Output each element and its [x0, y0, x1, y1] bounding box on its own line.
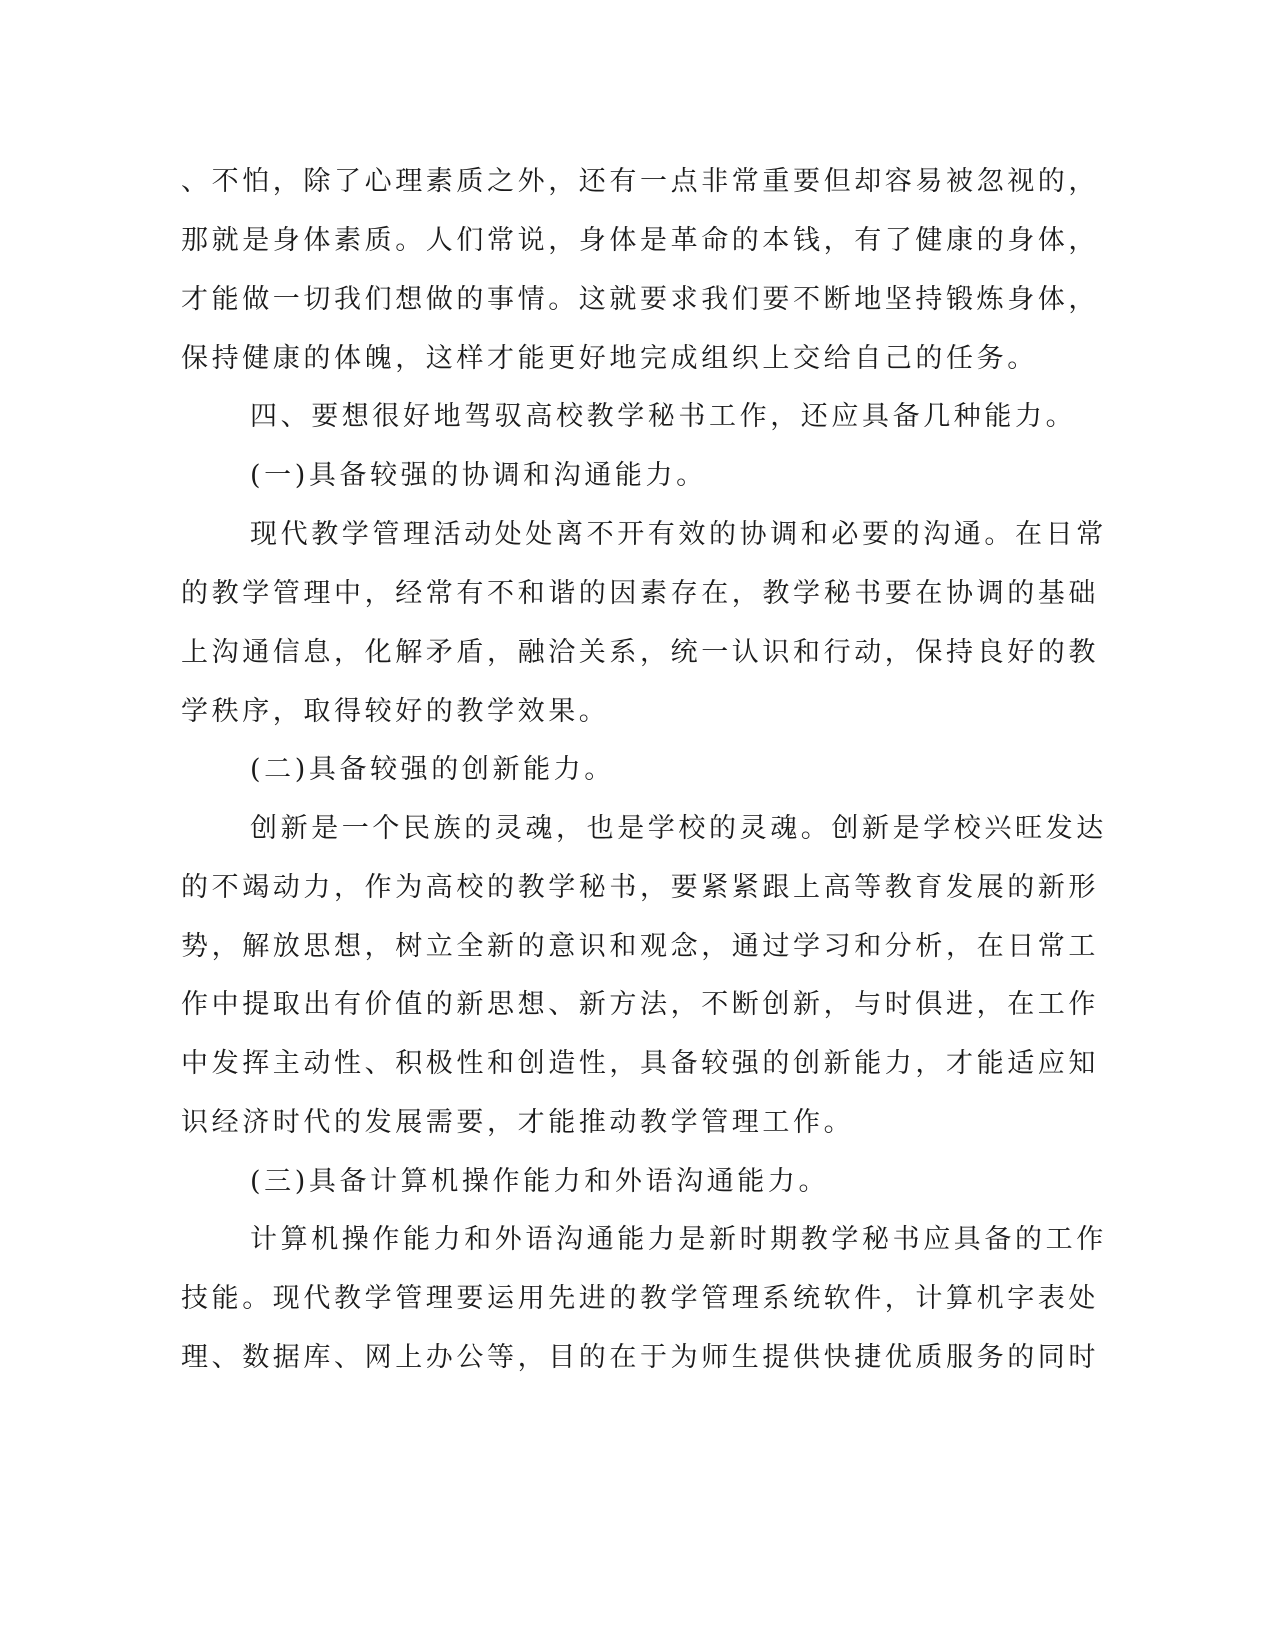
- text-line: 技能。现代教学管理要运用先进的教学管理系统软件，计算机字表处: [181, 1283, 1099, 1314]
- text-line: 上沟通信息，化解矛盾，融洽关系，统一认识和行动，保持良好的教: [181, 637, 1099, 668]
- text-line: 理、数据库、网上办公等，目的在于为师生提供快捷优质服务的同时: [181, 1342, 1099, 1373]
- text-line: 保持健康的体魄，这样才能更好地完成组织上交给自己的任务。: [181, 343, 1038, 374]
- text-line: 学秩序，取得较好的教学效果。: [181, 696, 610, 727]
- text-line: 计算机操作能力和外语沟通能力是新时期教学秘书应具备的工作: [250, 1224, 1107, 1255]
- text-line: 、不怕，除了心理素质之外，还有一点非常重要但却容易被忽视的，: [181, 166, 1099, 197]
- text-line: 现代教学管理活动处处离不开有效的协调和必要的沟通。在日常: [250, 519, 1107, 550]
- text-line: 的教学管理中，经常有不和谐的因素存在，教学秘书要在协调的基础: [181, 578, 1099, 609]
- text-line: 那就是身体素质。人们常说，身体是革命的本钱，有了健康的身体，: [181, 225, 1099, 256]
- section-heading: 四、要想很好地驾驭高校教学秘书工作，还应具备几种能力。: [250, 401, 1077, 432]
- text-line: 创新是一个民族的灵魂，也是学校的灵魂。创新是学校兴旺发达: [250, 813, 1107, 844]
- subsection-heading: (三)具备计算机操作能力和外语沟通能力。: [250, 1166, 830, 1197]
- subsection-heading: (一)具备较强的协调和沟通能力。: [250, 460, 707, 491]
- text-line: 才能做一切我们想做的事情。这就要求我们要不断地坚持锻炼身体，: [181, 284, 1099, 315]
- text-line: 势，解放思想，树立全新的意识和观念，通过学习和分析，在日常工: [181, 931, 1099, 962]
- text-line: 作中提取出有价值的新思想、新方法，不断创新，与时俱进，在工作: [181, 989, 1099, 1020]
- text-line: 识经济时代的发展需要，才能推动教学管理工作。: [181, 1107, 855, 1138]
- text-line: 的不竭动力，作为高校的教学秘书，要紧紧跟上高等教育发展的新形: [181, 872, 1099, 903]
- subsection-heading: (二)具备较强的创新能力。: [250, 754, 615, 785]
- text-line: 中发挥主动性、积极性和创造性，具备较强的创新能力，才能适应知: [181, 1048, 1099, 1079]
